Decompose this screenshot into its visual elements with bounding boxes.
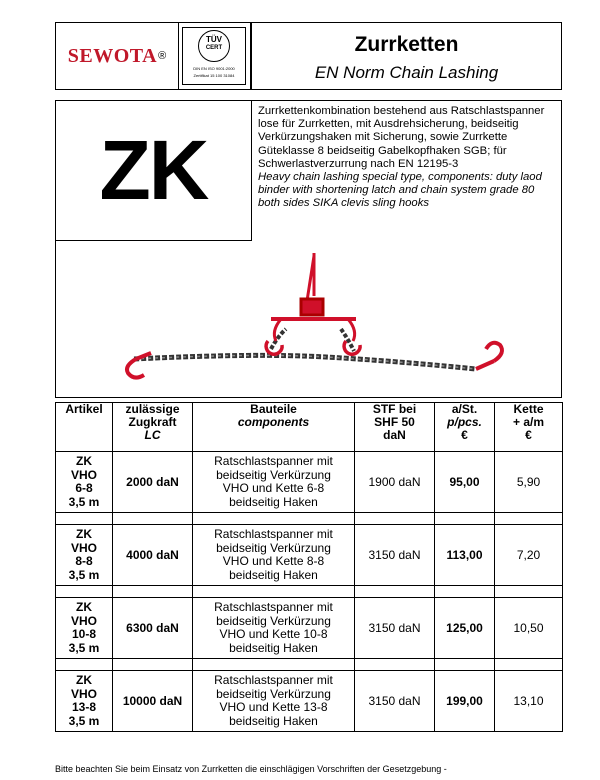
header-box [55,22,562,90]
left-hook-icon [127,353,151,378]
registered-mark: ® [158,50,167,62]
product-code-cell [56,101,252,241]
header-price: a/St. p/pcs. € [435,403,495,452]
row-spacer [56,513,563,525]
row-spacer [56,659,563,671]
article-cell: ZK VHO 8-8 3,5 m [56,525,113,586]
table-header-row [56,403,563,452]
header-zugkraft: zulässige Zugkraft LC [113,403,193,452]
chain-price-cell: 5,90 [495,452,563,513]
product-code: ZK [99,123,208,217]
table-row [56,525,563,586]
tuv-cert-number: Zertifikat 15 100 31084 [193,73,235,78]
price-cell: 113,00 [435,525,495,586]
tuv-cert-seal [182,27,246,85]
stf-cell: 3150 daN [355,671,435,732]
price-cell: 125,00 [435,598,495,659]
stf-cell: 3150 daN [355,598,435,659]
description-english: Heavy chain lashing special type, components: duty laod binder with shortening latch and chain system grade 80 both sides SIKA clevis sling hooks [258,171,542,210]
tuv-iso-line: DIN EN ISO 9001:2000 [193,66,235,71]
components-cell: Ratschlastspanner mit beidseitig Verkürzung VHO und Kette 8-8 beidseitig Haken [193,525,355,586]
tuv-label: TÜV [206,35,222,44]
product-table [55,402,563,732]
right-hook-icon [476,343,502,369]
header-stf: STF bei SHF 50 daN [355,403,435,452]
footer-note: Bitte beachten Sie beim Einsatz von Zurrketten die einschlägigen Vorschriften der Gesetzgebung - [55,764,447,774]
chain-icon [134,329,476,369]
table-row [56,598,563,659]
header-artikel: Artikel [56,403,113,452]
chain-price-cell: 7,20 [495,525,563,586]
brand-name: SEWOTA [67,44,158,67]
load-cell: 2000 daN [113,452,193,513]
components-cell: Ratschlastspanner mit beidseitig Verkürzung VHO und Kette 10-8 beidseitig Haken [193,598,355,659]
load-cell: 6300 daN [113,598,193,659]
header-kette: Kette + a/m € [495,403,563,452]
ratchet-binder-icon [266,253,360,354]
load-cell: 4000 daN [113,525,193,586]
product-description [258,105,554,211]
stf-cell: 1900 daN [355,452,435,513]
description-german: Zurrkettenkombination bestehend aus Ratschlastspanner lose für Zurrketten, mit Ausdrehsicherung, beidseitig Verkürzungshaken mit Sicherung, sowie Zurrkette Güteklasse 8 beidseitig Gabelkopfhaken SGB; für Schwerlastverzurrung nach EN 12195-3 [258,105,545,170]
header-bauteile: Bauteile components [193,403,355,452]
price-cell: 95,00 [435,452,495,513]
table-row [56,452,563,513]
price-cell: 199,00 [435,671,495,732]
table-row [56,671,563,732]
row-spacer [56,586,563,598]
page-subtitle: EN Norm Chain Lashing [314,63,499,82]
components-cell: Ratschlastspanner mit beidseitig Verkürzung VHO und Kette 6-8 beidseitig Haken [193,452,355,513]
product-box [55,100,562,398]
brand-logo [56,23,179,89]
stf-cell: 3150 daN [355,525,435,586]
article-cell: ZK VHO 10-8 3,5 m [56,598,113,659]
chain-price-cell: 10,50 [495,598,563,659]
tuv-cert-label: CERT [205,45,223,51]
page-title: Zurrketten [354,33,459,56]
load-cell: 10000 daN [113,671,193,732]
chain-lashing-image [56,241,560,396]
article-cell: ZK VHO 6-8 3,5 m [56,452,113,513]
components-cell: Ratschlastspanner mit beidseitig Verkürzung VHO und Kette 13-8 beidseitig Haken [193,671,355,732]
chain-price-cell: 13,10 [495,671,563,732]
article-cell: ZK VHO 13-8 3,5 m [56,671,113,732]
